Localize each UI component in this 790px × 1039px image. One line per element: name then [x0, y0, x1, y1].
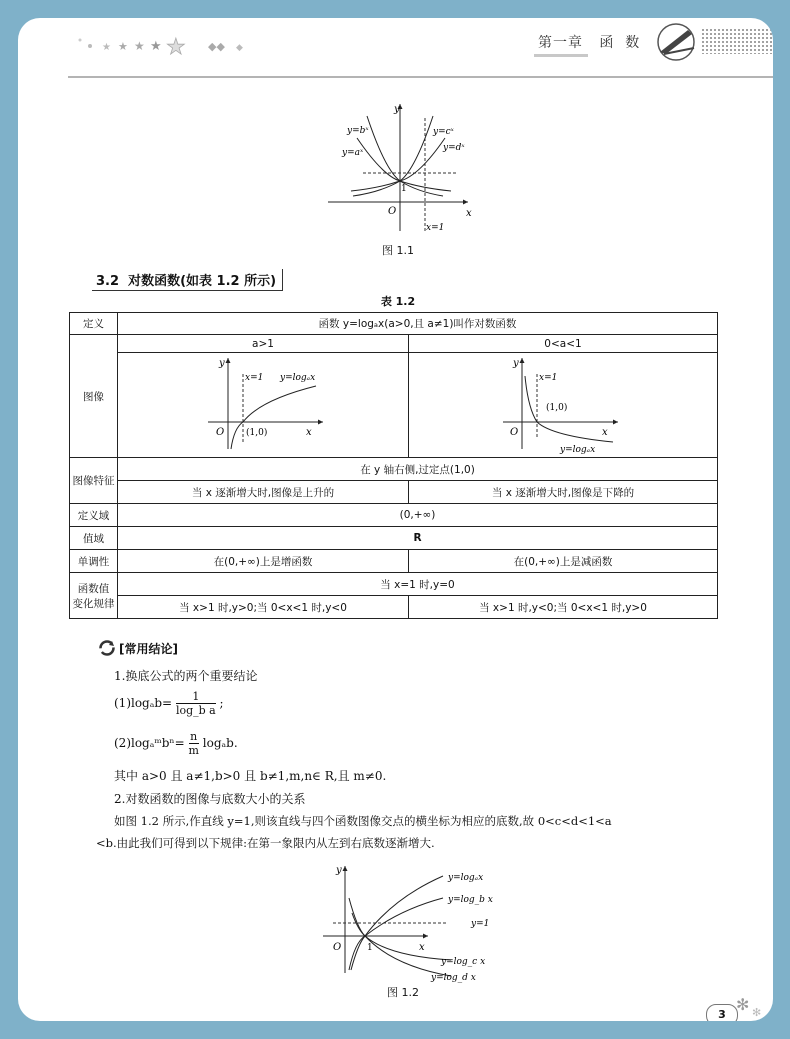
- row-label-definition: 定义: [70, 313, 118, 335]
- x-arrow-icon: [463, 200, 468, 205]
- graph-increasing-cell: [118, 353, 409, 458]
- svg-text:★: ★: [150, 39, 162, 54]
- paragraph-line-2: <b.由此我们可得到以下规律:在第一象限内从左到右底数逐渐增大.: [96, 836, 435, 850]
- svg-text:★: ★: [118, 40, 128, 53]
- x-arrow-icon: [318, 419, 323, 424]
- mono-left: 在(0,+∞)上是增函数: [118, 550, 409, 573]
- refresh-icon: [98, 639, 116, 657]
- pen-logo-icon: [654, 22, 700, 62]
- case-a-lt-1: 0<a<1: [409, 335, 718, 353]
- formula-1-numerator: 1: [176, 690, 216, 704]
- label-y-eq-1: y=1: [471, 919, 490, 929]
- change-right: 当 x>1 时,y<0;当 0<x<1 时,y>0: [409, 596, 718, 619]
- y-arrow-icon: [226, 358, 231, 363]
- svg-text:◆: ◆: [236, 43, 243, 53]
- svg-text:★: ★: [102, 42, 111, 53]
- header-rule: [68, 76, 773, 78]
- conclusions-heading: [常用结论]: [119, 642, 178, 656]
- label-function: y=logₐx: [280, 372, 316, 383]
- figure-1-1-caption: 图 1.1: [382, 244, 414, 257]
- formula-2-denominator: m: [188, 744, 199, 757]
- label-origin: O: [510, 426, 519, 438]
- curve-log-c: [349, 898, 451, 960]
- change-label-line1: 函数值: [77, 582, 110, 595]
- label-y: y: [513, 357, 519, 369]
- formula-2-suffix: logₐb.: [202, 736, 238, 750]
- label-log-a: y=logₐx: [448, 873, 484, 883]
- definition-cell: 函数 y=logₐx(a>0,且 a≠1)叫作对数函数: [118, 313, 718, 335]
- label-log-c: y=log_c x: [441, 957, 486, 967]
- row-label-monotonic: 单调性: [70, 550, 118, 573]
- figure-1-2-caption: 图 1.2: [387, 986, 419, 999]
- label-y: y: [394, 104, 400, 115]
- formula-1: [114, 690, 224, 717]
- label-one: 1: [367, 943, 373, 953]
- label-a: y=aˣ: [342, 148, 364, 158]
- page-number: 3: [706, 1004, 738, 1021]
- flower-decoration-icon: [734, 990, 770, 1020]
- figure-1-2: [303, 858, 503, 983]
- label-point: (1,0): [546, 402, 568, 413]
- label-origin: O: [388, 206, 397, 217]
- x-arrow-icon: [613, 419, 618, 424]
- label-one: 1: [401, 184, 407, 194]
- log-curve-increasing: [231, 386, 316, 449]
- table-caption: 表 1.2: [380, 295, 416, 308]
- label-b: y=bˣ: [347, 126, 369, 136]
- feature-right: 当 x 逐渐增大时,图像是下降的: [409, 481, 718, 504]
- label-x-eq-1: x=1: [539, 372, 558, 383]
- log-curve-decreasing: [525, 376, 613, 442]
- label-c: y=cˣ: [433, 127, 454, 137]
- label-x-eq-1: x=1: [245, 372, 264, 383]
- svg-text:✻: ✻: [736, 995, 750, 1014]
- svg-text:★: ★: [166, 35, 186, 56]
- label-x: x: [306, 426, 312, 438]
- curve-d-x: [351, 138, 445, 191]
- label-function: y=logₐx: [560, 444, 596, 454]
- label-x: x: [602, 426, 608, 438]
- formula-2-numerator: n: [190, 730, 198, 743]
- log-function-table: [69, 312, 718, 619]
- y-arrow-icon: [343, 866, 348, 871]
- row-label-feature: 图像特征: [70, 458, 118, 504]
- dots-pattern: [701, 28, 773, 54]
- formula-2-fraction: [189, 730, 199, 757]
- row-label-range: 值域: [70, 527, 118, 550]
- svg-text:◆◆: ◆◆: [208, 40, 225, 53]
- graph-increasing: [188, 354, 338, 454]
- conclusion-item-1: 1.换底公式的两个重要结论: [114, 669, 258, 683]
- paragraph-line-1: 如图 1.2 所示,作直线 y=1,则该直线与四个函数图像交点的横坐标为相应的底数,故 0<c<d<1<a: [114, 814, 612, 828]
- conclusion-item-2: 2.对数函数的图像与底数大小的关系: [114, 792, 306, 806]
- y-arrow-icon: [520, 358, 525, 363]
- feature-left: 当 x 逐渐增大时,图像是上升的: [118, 481, 409, 504]
- graph-decreasing-cell: [409, 353, 718, 458]
- row-label-domain: 定义域: [70, 504, 118, 527]
- label-y: y: [219, 357, 225, 369]
- section-heading: 3.2 对数函数(如表 1.2 所示): [92, 269, 283, 291]
- mono-right: 在(0,+∞)上是减函数: [409, 550, 718, 573]
- chapter-title: 第一章 函 数: [538, 35, 641, 51]
- range-cell: R: [118, 527, 718, 550]
- label-x-eq-1: x=1: [426, 223, 445, 233]
- label-d: y=dˣ: [443, 143, 465, 153]
- row-label-image: 图像: [70, 335, 118, 458]
- stars-decoration-icon: [68, 26, 328, 56]
- x-arrow-icon: [423, 934, 428, 939]
- label-x: x: [419, 942, 425, 953]
- change-label-line2: 变化规律: [72, 597, 115, 610]
- row-label-change: [70, 573, 118, 619]
- figure-1-1: [323, 98, 473, 238]
- label-origin: O: [333, 942, 342, 953]
- change-common: 当 x=1 时,y=0: [118, 573, 718, 596]
- change-left: 当 x>1 时,y>0;当 0<x<1 时,y<0: [118, 596, 409, 619]
- formula-1-denominator: log_b a: [175, 704, 216, 717]
- svg-text:★: ★: [134, 39, 145, 53]
- formula-2-prefix: (2)logₐᵐbⁿ=: [114, 736, 185, 750]
- label-origin: O: [216, 426, 225, 438]
- label-x: x: [466, 208, 472, 219]
- label-log-d: y=log_d x: [431, 973, 476, 983]
- domain-cell: (0,+∞): [118, 504, 718, 527]
- chapter-underline: [534, 54, 588, 57]
- label-point: (1,0): [246, 427, 268, 438]
- formula-1-suffix: ;: [219, 696, 224, 710]
- conditions: 其中 a>0 且 a≠1,b>0 且 b≠1,m,n∈ R,且 m≠0.: [114, 769, 387, 783]
- svg-text:✻: ✻: [752, 1006, 762, 1019]
- label-y: y: [336, 865, 342, 876]
- case-a-gt-1: a>1: [118, 335, 409, 353]
- formula-2: [114, 730, 238, 757]
- page: [18, 18, 773, 1021]
- formula-1-fraction: [176, 690, 216, 717]
- label-log-b: y=log_b x: [448, 895, 493, 905]
- graph-decreasing: [488, 354, 638, 454]
- formula-1-prefix: (1)logₐb=: [114, 696, 173, 710]
- feature-common: 在 y 轴右侧,过定点(1,0): [118, 458, 718, 481]
